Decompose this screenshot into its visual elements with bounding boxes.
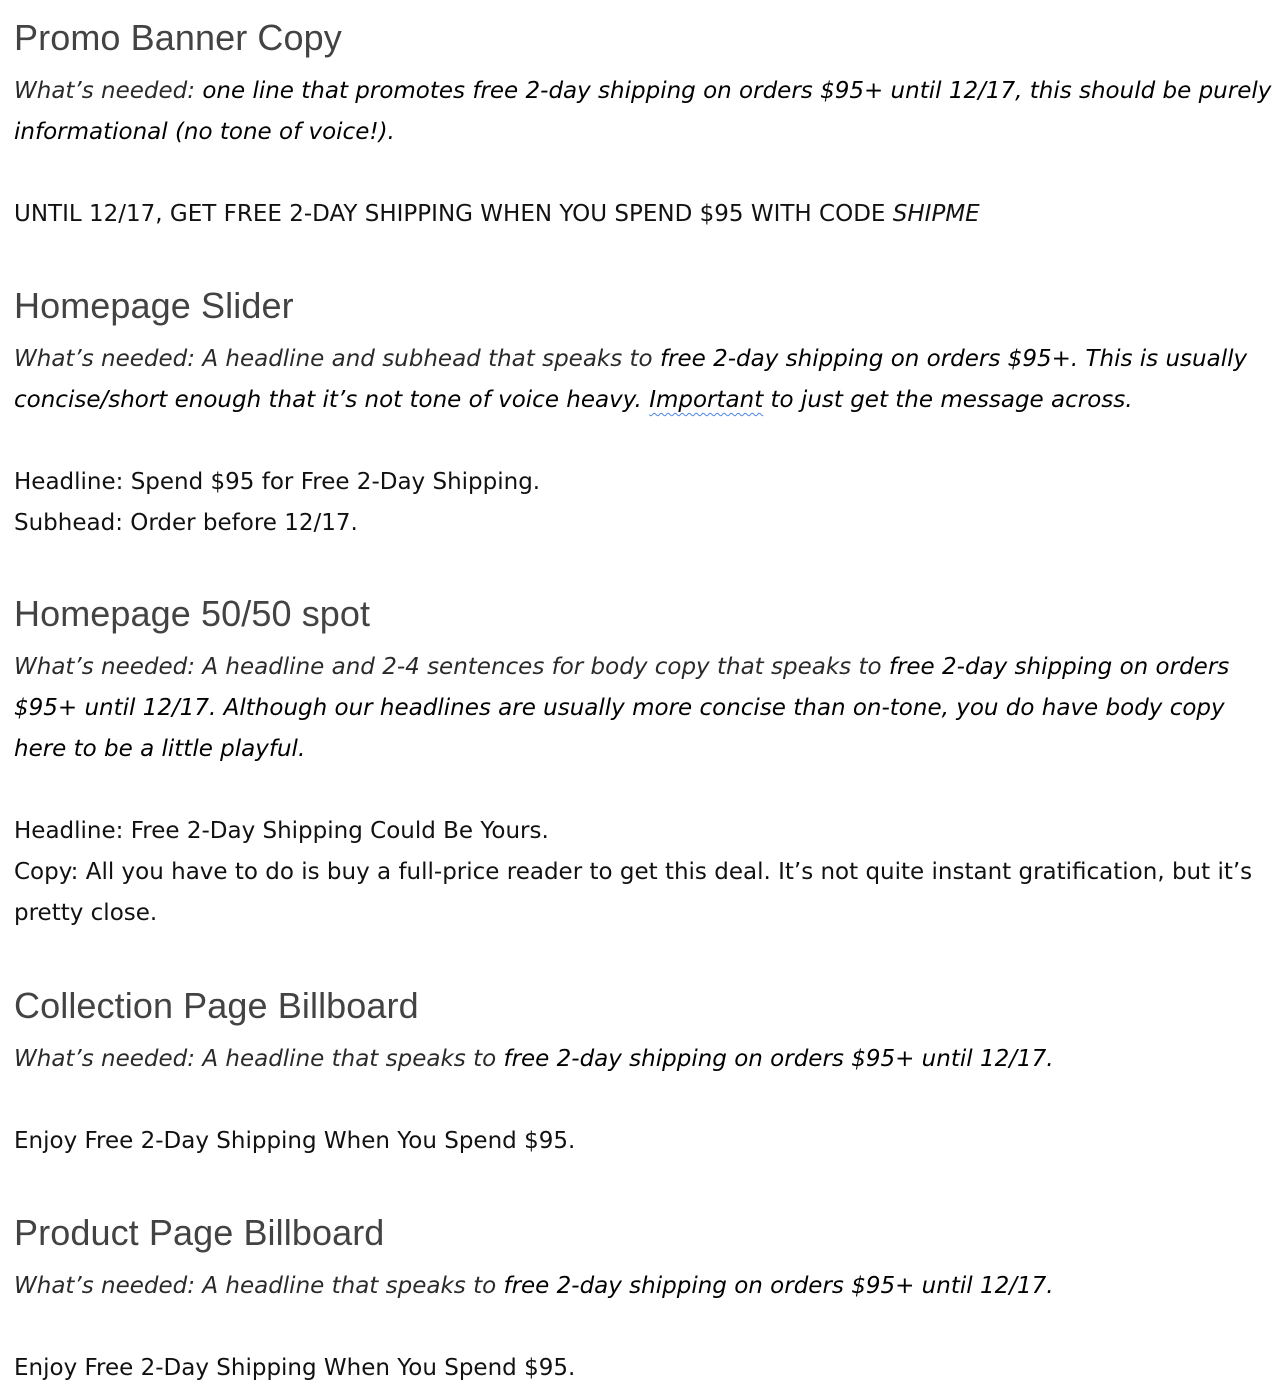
requirements-body: free 2-day shipping on orders $95+ until 12/17. — [503, 1273, 1054, 1299]
requirements-body: one line that promotes free 2-day shipping on orders $95+ until 12/17, this should be purely informational (no tone of voice!). — [14, 78, 1272, 145]
headline-copy: Enjoy Free 2-Day Shipping When You Spend $95. — [14, 1128, 576, 1154]
headline-copy: Enjoy Free 2-Day Shipping When You Spend $95. — [14, 1355, 576, 1381]
requirements-lead: What’s needed: A headline and subhead that speaks to — [14, 346, 660, 372]
requirements-body: free 2-day shipping on orders $95+. This is usually concise/short enough that it’s not tone of voice heavy. — [14, 346, 1248, 413]
spellcheck-flagged-word[interactable]: Important — [649, 387, 764, 413]
body-copy: Copy: All you have to do is buy a full-price reader to get this deal. It’s not quite instant gratification, but it’s pretty close. — [14, 859, 1253, 926]
section-heading: Collection Page Billboard — [14, 985, 419, 1026]
section-heading: Promo Banner Copy — [14, 17, 342, 58]
section-homepage-5050 — [14, 594, 1276, 934]
section-heading: Homepage 50/50 spot — [14, 593, 371, 634]
section-heading: Product Page Billboard — [14, 1212, 385, 1253]
subhead-copy: Subhead: Order before 12/17. — [14, 510, 358, 536]
requirements-lead: What’s needed: A headline and 2-4 sentences for body copy that speaks to — [14, 654, 889, 680]
requirements-text — [14, 1266, 1276, 1307]
requirements-lead: What’s needed: A headline that speaks to — [14, 1046, 504, 1072]
headline-copy: Headline: Spend $95 for Free 2-Day Shipping. — [14, 469, 541, 495]
headline-copy: Headline: Free 2-Day Shipping Could Be Yours. — [14, 818, 549, 844]
requirements-body: free 2-day shipping on orders $95+ until 12/17. — [503, 1046, 1054, 1072]
requirements-body: free 2-day shipping on orders $95+ until 12/17. Although our headlines are usually more concise than on-tone, you do have body copy here to be a little playful. — [14, 654, 1230, 762]
section-product-billboard — [14, 1213, 1276, 1389]
requirements-lead: What’s needed: — [14, 78, 203, 104]
section-collection-billboard — [14, 986, 1276, 1162]
section-promo-banner — [14, 18, 1276, 235]
section-heading: Homepage Slider — [14, 285, 294, 326]
copy-text — [14, 194, 1276, 235]
requirements-text — [14, 647, 1276, 770]
requirements-text — [14, 1039, 1276, 1080]
requirements-text — [14, 71, 1276, 153]
requirements-text — [14, 339, 1276, 421]
requirements-lead: What’s needed: A headline that speaks to — [14, 1273, 504, 1299]
promo-code: SHIPME — [892, 201, 980, 227]
requirements-body-end: to just get the message across. — [763, 387, 1133, 413]
copy-body: UNTIL 12/17, GET FREE 2-DAY SHIPPING WHEN YOU SPEND $95 WITH CODE — [14, 201, 893, 227]
section-homepage-slider — [14, 286, 1276, 544]
